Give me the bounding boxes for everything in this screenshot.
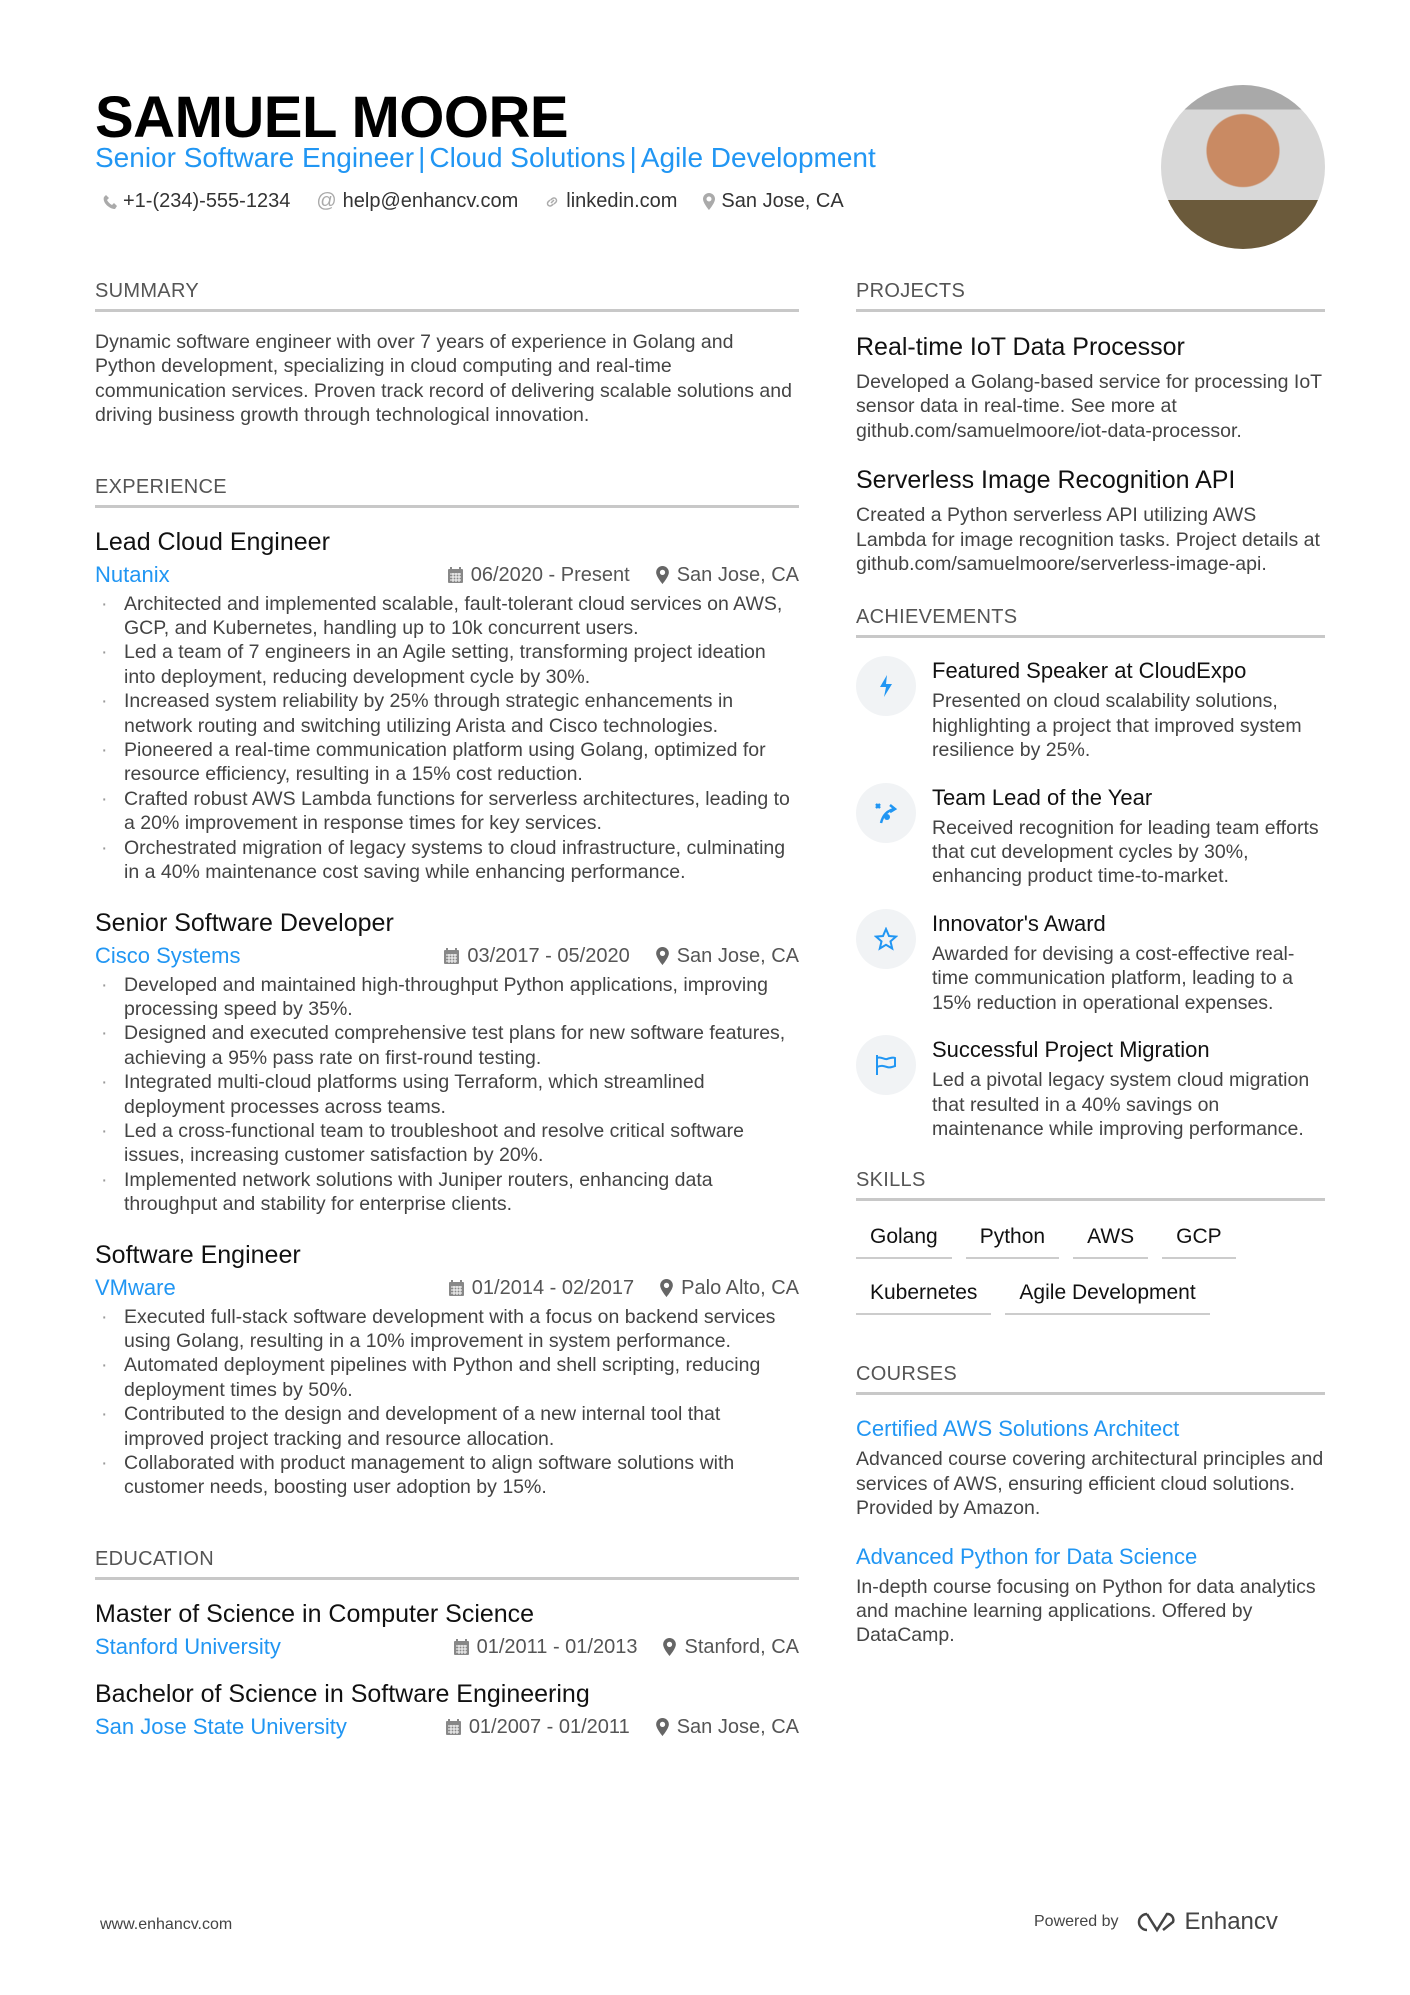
- contact-info: [103, 190, 844, 213]
- project-entry: [856, 463, 1325, 576]
- email[interactable]: [316, 190, 518, 213]
- company-name: Cisco Systems: [95, 942, 241, 968]
- project-entry: [856, 330, 1325, 443]
- section-heading: SUMMARY: [95, 280, 799, 312]
- job-entry: [95, 1239, 799, 1500]
- dates-text: 06/2020 - Present: [470, 563, 630, 586]
- education-entry: [95, 1678, 799, 1744]
- job-bullets: [95, 592, 799, 885]
- project-title: Real-time IoT Data Processor: [856, 333, 1185, 361]
- separator: |: [418, 142, 426, 173]
- project-desc: Developed a Golang-based service for processing IoT sensor data in real-time. See more at github.com/samuelmoore/iot-data-processor.: [856, 371, 1322, 442]
- footer-branding: [1034, 1908, 1278, 1936]
- experience-section: [95, 476, 799, 1500]
- footer-website[interactable]: www.enhancv.com: [100, 1916, 233, 1933]
- calendar-icon: [446, 1719, 461, 1735]
- enhancv-logo: [1133, 1908, 1278, 1936]
- achievement-entry: [856, 783, 1325, 889]
- pin-icon: [656, 947, 669, 965]
- location-text: Stanford, CA: [684, 1635, 799, 1658]
- achievement-title: Successful Project Migration: [932, 1037, 1210, 1063]
- at-icon: @: [316, 190, 337, 212]
- route-icon: [856, 783, 916, 843]
- edu-location: [663, 1630, 799, 1664]
- degree: Master of Science in Computer Science: [95, 1599, 535, 1628]
- bullet-item: · Orchestrated migration of legacy systems to cloud infrastructure, culminating in a 40% maintenance cost saving while enhancing performance.: [95, 836, 799, 885]
- course-entry: [856, 1413, 1325, 1520]
- pin-icon: [656, 566, 669, 584]
- achievement-desc: Received recognition for leading team efforts that cut development cycles by 30%, enhancing product time-to-market.: [932, 816, 1319, 888]
- project-title: Serverless Image Recognition API: [856, 466, 1236, 495]
- project-desc: Created a Python serverless API utilizing AWS Lambda for image recognition tasks. Project details at github.com/samuelmoore/serverless-image-api.: [856, 504, 1320, 576]
- course-title: Certified AWS Solutions Architect: [856, 1416, 1180, 1442]
- calendar-icon: [454, 1639, 469, 1655]
- job-bullets: [95, 973, 799, 1217]
- bullet-item: · Integrated multi-cloud platforms using Terraform, which streamlined deployment processes across teams.: [95, 1070, 799, 1119]
- skill-tag: Golang: [856, 1219, 952, 1259]
- job-dates: [449, 1271, 634, 1305]
- skill-tag: AWS: [1073, 1219, 1148, 1259]
- pin-icon: [656, 1718, 669, 1736]
- course-title: Advanced Python for Data Science: [856, 1543, 1198, 1569]
- location-text: San Jose, CA: [676, 1715, 799, 1738]
- company-name: Nutanix: [95, 561, 170, 587]
- bullet-item: · Executed full-stack software development with a focus on backend services using Golang, resulting in a 10% improvement in system performance.: [95, 1305, 799, 1354]
- job-dates: [444, 939, 629, 973]
- calendar-icon: [448, 567, 463, 583]
- bullet-item: · Crafted robust AWS Lambda functions for serverless architectures, leading to a 20% improvement in response times for key services.: [95, 787, 799, 836]
- dates-text: 01/2014 - 02/2017: [471, 1276, 635, 1299]
- bolt-icon: [856, 656, 916, 716]
- course-entry: [856, 1541, 1325, 1648]
- bullet-item: · Architected and implemented scalable, fault-tolerant cloud services on AWS, GCP, and Kubernetes, handling up to 10k concurrent users.: [95, 592, 799, 641]
- bullet-item: · Increased system reliability by 25% through strategic enhancements in network routing and switching utilizing Arista and Cisco technologies.: [95, 689, 799, 738]
- section-heading: SKILLS: [856, 1169, 1325, 1201]
- achievement-desc: Led a pivotal legacy system cloud migration that resulted in a 40% savings on maintenance while improving performance.: [932, 1069, 1310, 1140]
- section-heading: EDUCATION: [95, 1548, 799, 1580]
- powered-by-text: Powered by: [1034, 1913, 1119, 1930]
- achievement-title: Featured Speaker at CloudExpo: [932, 658, 1247, 684]
- pin-icon: [663, 1638, 676, 1656]
- bullet-item: · Collaborated with product management to align software solutions with customer needs, boosting user adoption by 15%.: [95, 1451, 799, 1500]
- achievement-title: Innovator's Award: [932, 910, 1106, 936]
- bullet-item: · Led a team of 7 engineers in an Agile setting, transforming project ideation into deployment, reducing development cycle by 30%.: [95, 640, 799, 689]
- linkedin-text[interactable]: linkedin.com: [566, 190, 678, 212]
- job-title: Senior Software Developer: [95, 908, 394, 937]
- job-title: Software Engineer: [95, 1240, 301, 1269]
- enhancv-logo-icon: [1133, 1910, 1177, 1934]
- pin-icon: [703, 193, 715, 210]
- courses-section: [856, 1363, 1325, 1647]
- course-desc: In-depth course focusing on Python for data analytics and machine learning applications. Offered by DataCamp.: [856, 1575, 1316, 1647]
- section-heading: PROJECTS: [856, 280, 1325, 312]
- summary-section: [95, 280, 799, 428]
- headline: [95, 142, 876, 174]
- education-entry: [95, 1598, 799, 1664]
- degree: Bachelor of Science in Software Engineering: [95, 1679, 590, 1708]
- achievement-entry: [856, 1035, 1325, 1141]
- location: [703, 190, 843, 213]
- job-title: Lead Cloud Engineer: [95, 527, 330, 556]
- job-bullets: [95, 1305, 799, 1500]
- location-text: San Jose, CA: [676, 944, 799, 967]
- phone-text: +1-(234)-555-1234: [123, 190, 291, 212]
- job-location: [660, 1271, 799, 1305]
- skill-tag: Agile Development: [1005, 1275, 1209, 1315]
- edu-location: [656, 1710, 799, 1744]
- job-entry: [95, 526, 799, 885]
- skills-section: [856, 1169, 1325, 1315]
- right-column: [856, 280, 1325, 1696]
- bullet-item: · Developed and maintained high-throughput Python applications, improving processing speed by 35%.: [95, 973, 799, 1022]
- brand-name: Enhancv: [1184, 1908, 1278, 1935]
- section-heading: COURSES: [856, 1363, 1325, 1395]
- email-text[interactable]: help@enhancv.com: [342, 190, 519, 212]
- bullet-item: · Designed and executed comprehensive test plans for new software features, achieving a 95% pass rate on first-round testing.: [95, 1021, 799, 1070]
- course-desc: Advanced course covering architectural principles and services of AWS, ensuring efficient cloud solutions. Provided by Amazon.: [856, 1448, 1324, 1520]
- job-dates: [448, 558, 630, 592]
- flag-icon: [856, 1035, 916, 1095]
- bullet-item: · Contributed to the design and development of a new internal tool that improved project tracking and resource allocation.: [95, 1402, 799, 1451]
- dates-text: 03/2017 - 05/2020: [467, 944, 630, 967]
- section-heading: EXPERIENCE: [95, 476, 799, 508]
- bullet-item: · Automated deployment pipelines with Python and shell scripting, reducing deployment times by 50%.: [95, 1353, 799, 1402]
- summary-text: Dynamic software engineer with over 7 years of experience in Golang and Python development, specializing in cloud computing and real-time communication services. Proven track record of delivering scalable solutions and driving business growth through technological innovation.: [95, 331, 792, 427]
- school-name: San Jose State University: [95, 1713, 347, 1739]
- dates-text: 01/2007 - 01/2011: [468, 1715, 630, 1738]
- school-name: Stanford University: [95, 1633, 281, 1659]
- skills-list: [856, 1219, 1325, 1315]
- skill-tag: Python: [966, 1219, 1059, 1259]
- skill-tag: GCP: [1162, 1219, 1236, 1259]
- location-text: Palo Alto, CA: [681, 1276, 799, 1299]
- linkedin[interactable]: [544, 190, 677, 213]
- job-entry: [95, 907, 799, 1217]
- company-name: VMware: [95, 1274, 176, 1300]
- achievement-entry: [856, 909, 1325, 1015]
- headline-title: Cloud Solutions: [429, 142, 626, 173]
- skill-tag: Kubernetes: [856, 1275, 991, 1315]
- edu-dates: [446, 1710, 630, 1744]
- bullet-item: · Pioneered a real-time communication platform using Golang, optimized for resource efficiency, resulting in a 15% cost reduction.: [95, 738, 799, 787]
- pin-icon: [660, 1279, 673, 1297]
- projects-section: [856, 280, 1325, 576]
- calendar-icon: [449, 1280, 464, 1296]
- achievement-title: Team Lead of the Year: [932, 784, 1153, 810]
- phone: [103, 190, 290, 213]
- profile-photo: [1161, 85, 1325, 249]
- job-location: [656, 939, 799, 973]
- edu-dates: [454, 1630, 638, 1664]
- separator: |: [629, 142, 637, 173]
- achievement-desc: Presented on cloud scalability solutions, highlighting a project that improved system resilience by 25%.: [932, 690, 1302, 762]
- headline-title: Agile Development: [640, 142, 876, 173]
- phone-icon: [103, 194, 117, 210]
- achievement-entry: [856, 656, 1325, 762]
- star-icon: [856, 909, 916, 969]
- candidate-name: SAMUEL MOORE: [95, 85, 569, 150]
- calendar-icon: [444, 948, 459, 964]
- job-location: [656, 558, 799, 592]
- left-column: [95, 280, 799, 1792]
- bullet-item: · Implemented network solutions with Juniper routers, enhancing data throughput and stability for enterprise clients.: [95, 1168, 799, 1217]
- link-icon: [544, 194, 560, 210]
- achievement-desc: Awarded for devising a cost-effective real-time communication platform, leading to a 15% reduction in operational expenses.: [932, 942, 1295, 1014]
- dates-text: 01/2011 - 01/2013: [476, 1635, 638, 1658]
- section-heading: ACHIEVEMENTS: [856, 606, 1325, 638]
- location-text: San Jose, CA: [676, 563, 799, 586]
- achievements-section: [856, 606, 1325, 1141]
- headline-title: Senior Software Engineer: [95, 142, 415, 173]
- bullet-item: · Led a cross-functional team to troubleshoot and resolve critical software issues, increasing customer satisfaction by 20%.: [95, 1119, 799, 1168]
- education-section: [95, 1548, 799, 1744]
- location-text: San Jose, CA: [721, 190, 844, 212]
